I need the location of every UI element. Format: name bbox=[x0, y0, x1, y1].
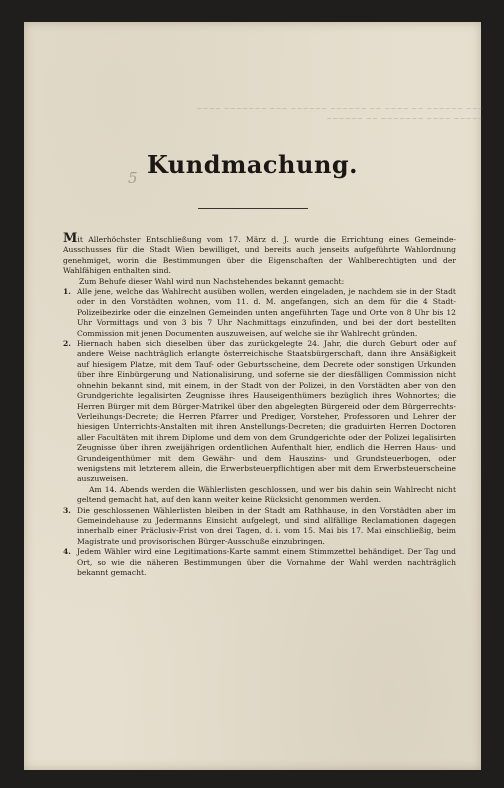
list-item-number: 1. bbox=[63, 287, 71, 297]
list-item bbox=[63, 506, 456, 548]
list-item-number: 4. bbox=[63, 547, 71, 557]
title-rule bbox=[198, 208, 308, 209]
document-sheet bbox=[24, 22, 484, 770]
document-title: Kundmachung. bbox=[146, 150, 359, 179]
numbered-list bbox=[63, 287, 456, 485]
list-item-text: Die geschlossenen Wählerlisten bleiben in der Stadt am Rathhause, in den Vorstädten aber im Gemeindehause zu Jedermanns Einsicht aufgelegt, und sind allfällige Reclamationen dagegen innerhalb einer Präclusiv-Frist von drei Tagen, d. i. vom 15. Mai bis 17. Mai einschließig, beim Magistrate und provisorischen Bürger-Ausschuße einzubringen. bbox=[77, 505, 456, 546]
list-item-number: 2. bbox=[63, 339, 71, 349]
list-item bbox=[63, 287, 456, 339]
list-item bbox=[63, 339, 456, 485]
list-item bbox=[63, 547, 456, 578]
bleed-through-text: ~~~ ~~~~~~ ~~ ~~~~ ~~ ~~~~~~ ~~~~~~ ~~~ ~~~~~~~ ~~~~ ~~~~~ ~~~~ ~~~~~~~ ~~ ~~~~~~ bbox=[196, 105, 484, 123]
list-item-text: Alle jene, welche das Wahlrecht ausüben wollen, werden eingeladen, je nachdem sie in der Stadt oder in den Vorstädten wohnen, vom 11. d. M. angefangen, sich an dem für die 4 Stadt-Polizeibezirke oder die einzelnen Gemeinden unten angeführten Tage und Orte von 8 Uhr bis 12 Uhr Vormittags und von 3 bis 7 Uhr Nachmittags einzufinden, und bei der dort bestellten Commission mit jenen Documenten auszuweisen, auf welche sie ihr Wahlrecht gründen. bbox=[77, 287, 456, 338]
lead-paragraph: Zum Behufe dieser Wahl wird nun Nachstehendes bekannt gemacht: bbox=[79, 276, 345, 286]
pencil-mark: 5 bbox=[128, 169, 138, 187]
item2-followup: Am 14. Abends werden die Wählerlisten geschlossen, und wer bis dahin sein Wahlrecht nicht geltend gemacht hat, auf den kann weiter keine Rücksicht genommen werden. bbox=[77, 484, 456, 505]
list-item-text: Hiernach haben sich dieselben über das zurückgelegte 24. Jahr, die durch Geburt oder auf andere Weise nachträglich erlangte österreichische Staatsbürgerschaft, dann ihre Ansäßigkeit auf hiesigem Platze, mit dem Tauf- oder Geburtsscheine, dem Decrete oder sonstigen Urkunden über ihre Einbürgerung und Nationalisirung, und soferne sie der diesfälligen Commission nicht ohnehin bekannt sind, mit einem, in der Stadt von der Polizei, in den Vorstädten aber von den Grundgerichte legalisirten Zeugnisse ihres Hauseigenthümers bezüglich ihres Wohnortes; die Herren Bürger mit dem Bürger-Matrikel über den abgelegten Bürgereid oder dem Bürgerrechts-Verleihungs-Decrete; die Herren Pfarrer und Prediger, Vorsteher, Professoren und Lehrer der hiesigen Unterrichts-Anstalten mit ihren Anstellungs-Decreten; die graduirten Herren Doctoren aller Facultäten mit ihrem Diplome und dem von dem Grundgerichte oder der Polizei legalisirten Zeugnisse über ihren zweijährigen ordentlichen Aufenthalt hier, endlich die Herren Haus- und Grundeigenthümer mit dem Gewähr- und dem Hauszins- und Grundsteuerbogen, oder wenigstens mit letzterem allein, die Erwerbsteuerpflichtigen aber mit dem Erwerbsteuerscheine auszuweisen. bbox=[77, 339, 456, 484]
list-item-number: 3. bbox=[63, 505, 71, 515]
intro-text: it Allerhöchster Entschließung vom 17. März d. J. wurde die Errichtung eines Gemeinde-Ausschusses für die Stadt Wien bewilliget, und bereits auch jenseits aufgeführte Wahlordnung genehmiget, worin die Bestimmungen über die Eigenschaften der Wahlberechtigten und der Wahlfähigen enthalten sind. bbox=[63, 235, 456, 276]
intro-paragraph bbox=[63, 231, 456, 277]
intro-initial: M bbox=[63, 231, 78, 246]
numbered-list-late bbox=[63, 506, 456, 579]
document-body bbox=[63, 231, 456, 578]
list-item-text: Jedem Wähler wird eine Legitimations-Karte sammt einem Stimmzettel behändiget. Der Tag und Ort, so wie die näheren Bestimmungen über die Vornahme der Wahl werden nachträglich bekannt gemacht. bbox=[77, 547, 456, 577]
